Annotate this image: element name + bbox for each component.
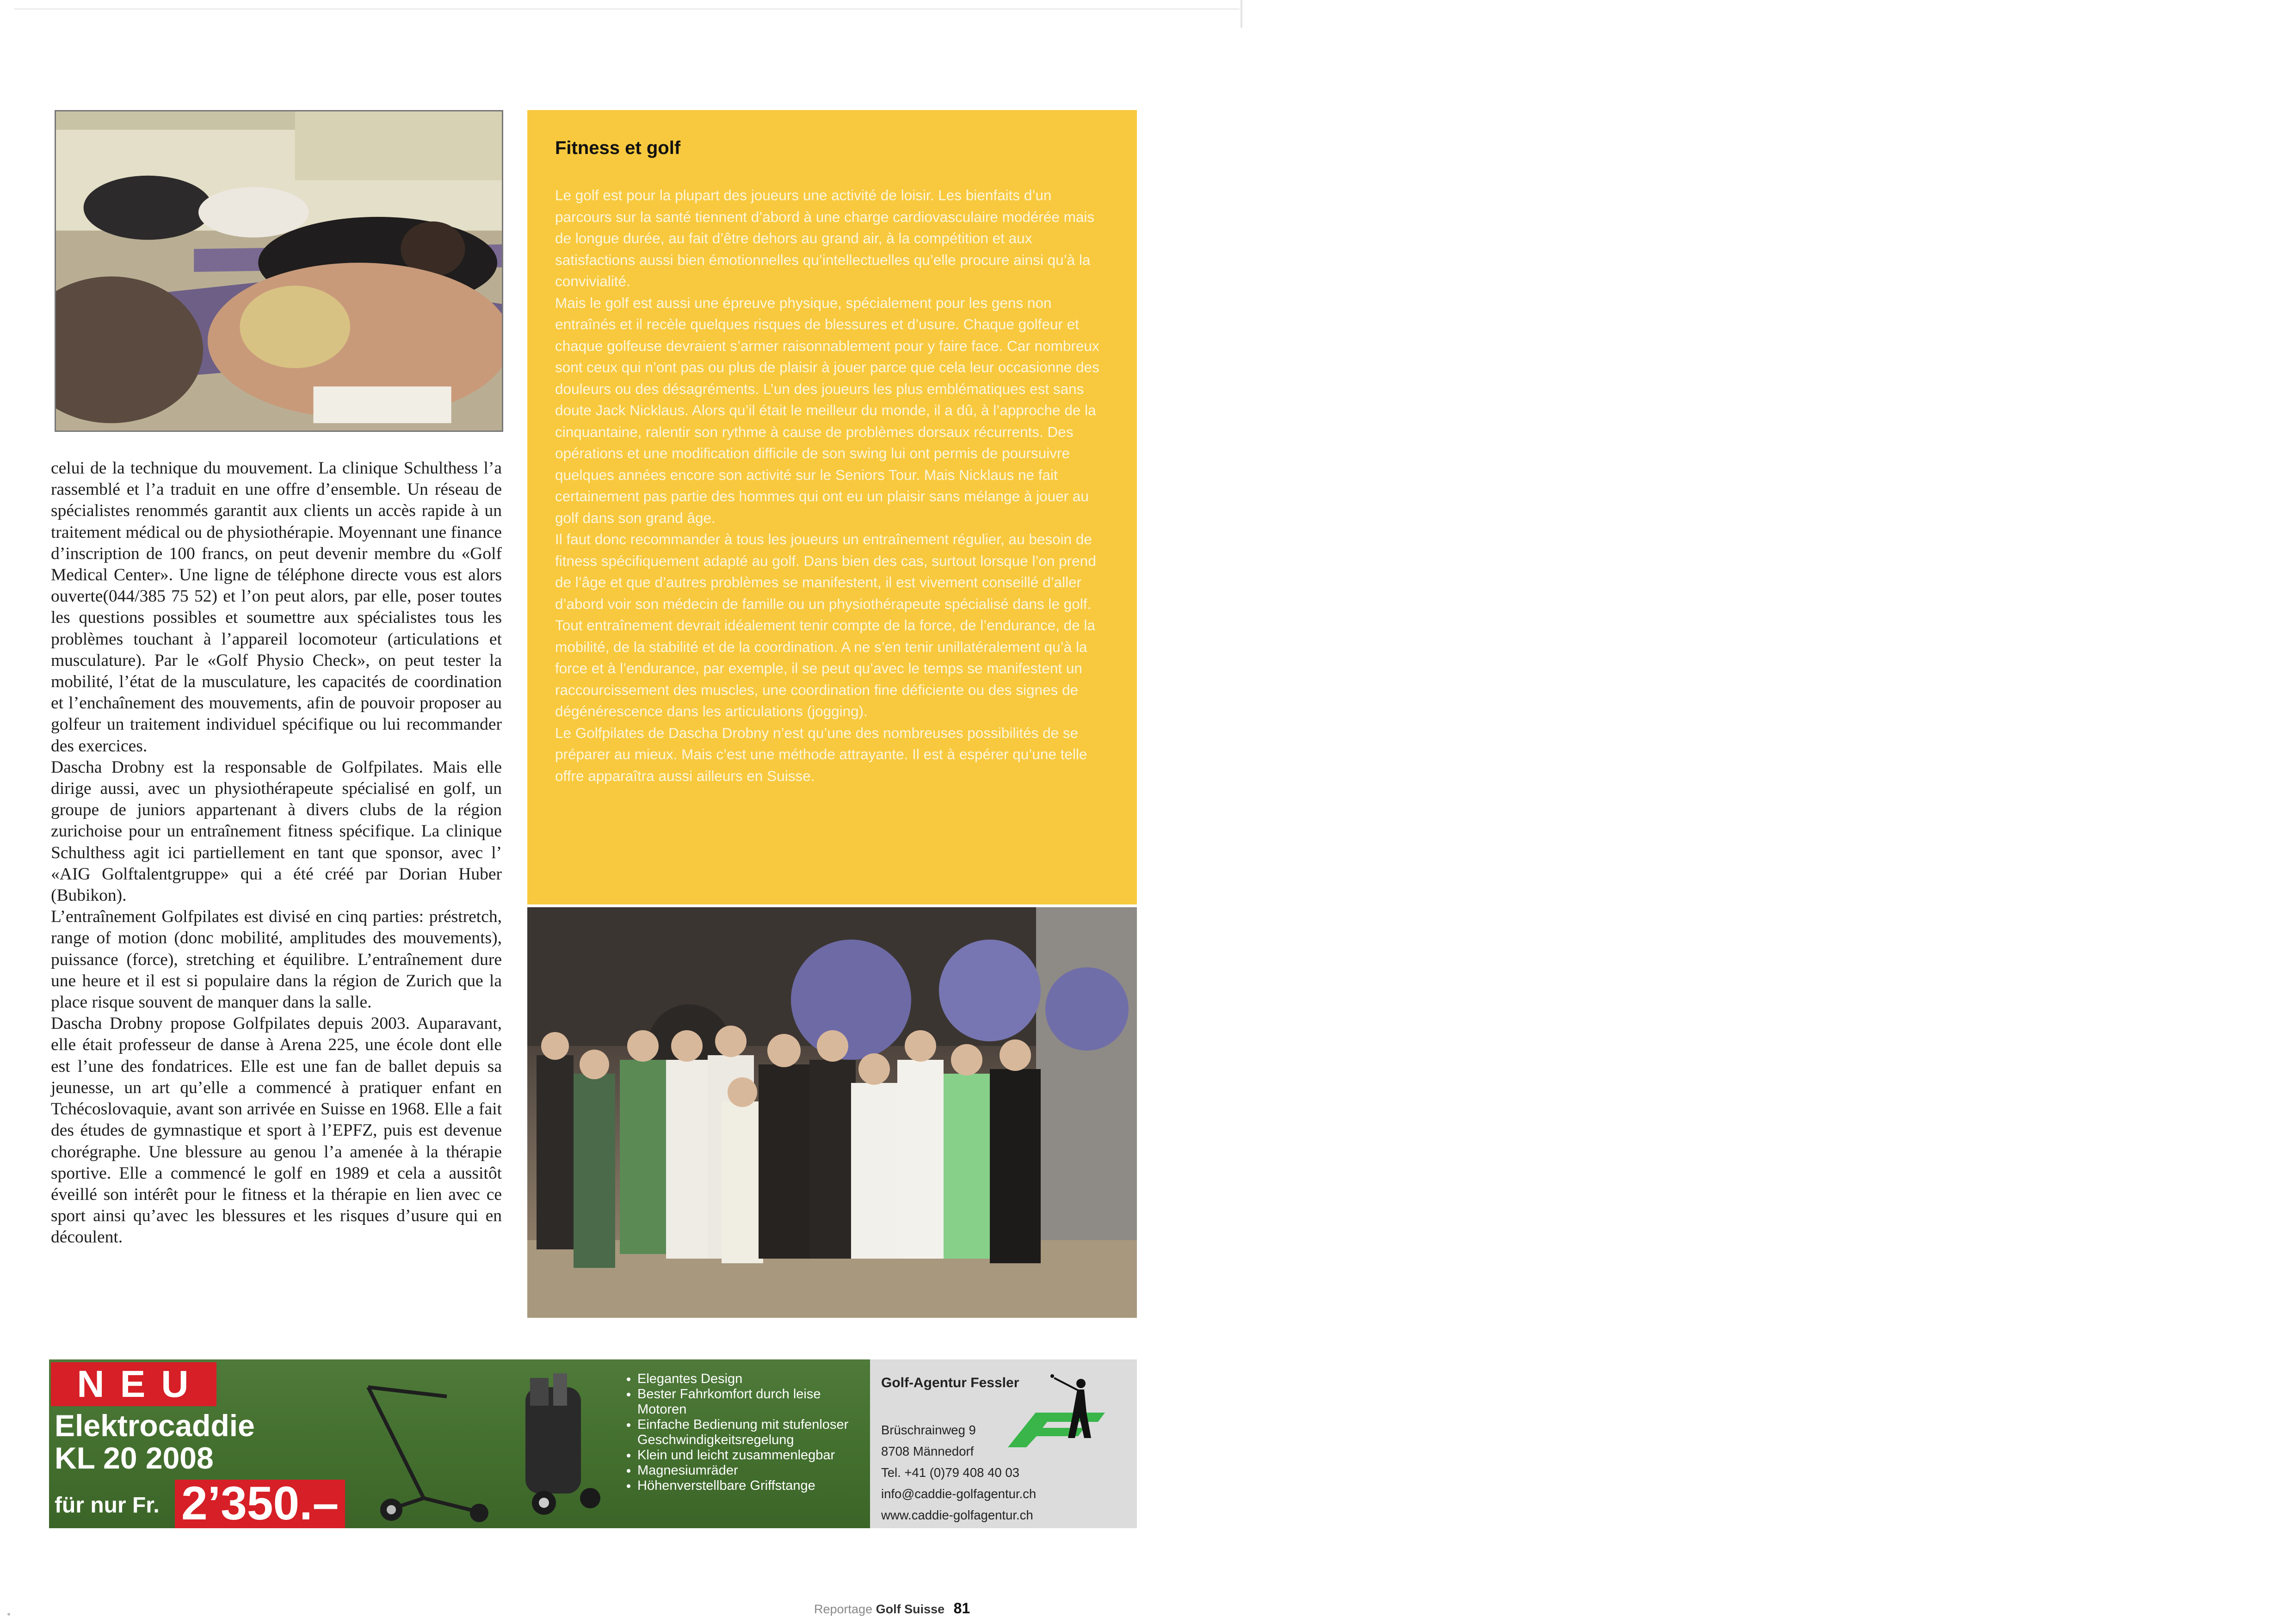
article-paragraph: L’entraînement Golfpilates est divisé en cinq parties: préstretch, range of motion (donc mobilité, amplitudes des mouvements), puissance (force), stretching et équilibre. L’entraînement dure une heure et il est si populaire dans la région de Zurich que la place risque souvent de manquer dans la salle. (51, 907, 502, 1012)
sidebar-paragraph: Mais le golf est aussi une épreuve physique, spécialement pour les gens non entraînés et il recèle quelques risques de blessures et d’usure. Chaque golfeur et chaque golfeuse devraient s’armer raisonnablement pour y faire face. Car nombreux sont ceux qui n’ont pas ou plus de plaisir à jouer parce que cela leur occasionne des douleurs ou des désagréments. L’un des joueurs les plus emblématiques est sans doute Jack Nicklaus. Alors qu’il était le meilleur du monde, il a dû, à l’approche de la cinquantaine, ralentir son rythme à cause de problèmes dorsaux récurrents. Des opérations et une modification difficile de son swing lui ont permis de poursuivre quelques années encore son activité sur le Seniors Tour. Mais Nicklaus ne fait certainement pas partie des hommes qui ont eu un plaisir sans mélange à jouer au golf dans son grand âge. (555, 294, 1099, 526)
ad-product-model: KL 20 2008 (55, 1441, 214, 1475)
ad-city: 8708 Männedorf (881, 1444, 974, 1458)
ad-feature: • Elegantes Design (637, 1371, 868, 1387)
elektrocaddie-ad (49, 1359, 1137, 1528)
ad-street: Brüschrainweg 9 (881, 1423, 976, 1437)
ad-feature: • Höhenverstellbare Griffstange (637, 1478, 868, 1494)
ad-feature-list (627, 1371, 868, 1494)
article-paragraph: Dascha Drobny propose Golfpilates depuis 2003. Auparavant, elle était professeur de danse à Arena 225, une école dont elle est l’une des fondatrices. Elle est une fan de ballet depuis sa jeunesse, un art qu’elle a commencé à pratiquer enfant en Tchécoslovaquie, avant son arrivée en Suisse en 1968. Elle a fait des études de gymnastique et sport à l’EPFZ, puis est devenue chorégraphe. Une blessure au genou l’a amenée à la thérapie sportive. Elle a commencé le golf en 1989 et cela a aussitôt éveillé son intérêt pour le fitness et la thérapie en lien avec ce sport ainsi qu’avec les blessures et les risques d’usure qui en découlent. (51, 1014, 502, 1247)
sidebar-paragraph: Le Golfpilates de Dascha Drobny n’est qu’une des nombreuses possibilités de se préparer au mieux. Mais c’est une méthode attrayante. Il est à espérer qu’une telle offre apparaîtra aussi ailleurs en Suisse. (555, 724, 1087, 784)
ad-contact-panel (870, 1359, 1137, 1528)
sidebar-paragraph: Le golf est pour la plupart des joueurs une activité de loisir. Les bienfaits d’un parcours sur la santé tiennent d’abord à une charge cardiovasculaire modérée mais de longue durée, au fait d’être dehors au grand air, à la compétition et aux satisfactions aussi bien émotionnelles qu’intellectuelles qu’elle procure ainsi qu’à la convivialité. (555, 187, 1095, 289)
scan-mark (7, 1613, 10, 1616)
ad-product-line: Elektrocaddie (55, 1408, 255, 1443)
ad-feature: • Einfache Bedienung mit stufenloser Geschwindigkeitsregelung (637, 1417, 868, 1448)
exercise-class-photo (55, 110, 503, 432)
group-photo (527, 907, 1137, 1318)
page-number: 81 (953, 1600, 970, 1617)
fitness-sidebar (527, 110, 1137, 904)
ad-feature: • Bester Fahrkomfort durch leise Motoren (637, 1387, 868, 1417)
ad-price-prefix: für nur Fr. (55, 1493, 160, 1518)
ad-feature: • Klein und leicht zusammenlegbar (637, 1448, 868, 1463)
article-paragraph: celui de la technique du mouvement. La clinique Schulthess l’a rassemblé et l’a traduit en une offre d’ensemble. Un réseau de spécialistes renommés garantit aux clients un accès rapide à un traitement médical ou de physiothérapie. Moyennant une finance d’inscription de 100 francs, on peut devenir membre du «Golf Medical Center». Une ligne de téléphone directe vous est alors ouverte(044/385 75 52) et l’on peut alors, par elle, poser toutes les questions possibles et soumettre aux spécialistes tous les problèmes touchant à l’appareil locomoteur (articulations et musculature). Par le «Golf Physio Check», on peut tester la mobilité, l’état de la musculature, les capacités de coordination et l’enchaînement des mouvements, afin de pouvoir proposer au golfeur un traitement individuel spécifique ou lui recommander des exercices. (51, 459, 502, 756)
ad-company-name: Golf-Agentur Fessler (881, 1375, 1019, 1390)
ad-phone: Tel. +41 (0)79 408 40 03 (881, 1465, 1019, 1480)
page-footer (814, 1600, 970, 1617)
footer-magazine: Golf Suisse (876, 1602, 945, 1616)
top-rule (14, 8, 1240, 10)
ad-price: 2’350.– (175, 1480, 345, 1528)
sidebar-text (555, 184, 1109, 787)
ad-email: info@caddie-golfagentur.ch (881, 1487, 1037, 1501)
page-edge-line (1241, 0, 1242, 28)
ad-website: www.caddie-golfagentur.ch (881, 1508, 1033, 1522)
ad-product-name (55, 1409, 255, 1474)
ad-address (881, 1420, 1036, 1526)
footer-section: Reportage (814, 1602, 873, 1616)
sidebar-paragraph: Il faut donc recommander à tous les joueurs un entraînement régulier, au besoin de fitness spécifiquement adapté au golf. Dans bien des cas, surtout lorsque l’on prend de l’âge et que d’autres problèmes se manifestent, il est vivement conseillé d’aller d’abord voir son médecin de famille ou un physiothérapeute spécialisé dans le golf. Tout entraînement devrait idéalement tenir compte de la force, de l’endurance, de la mobilité, de la stabilité et de la coordination. A ne s’en tenir unillatéralement qu’à la force et à l’endurance, par exemple, il se peut qu’avec le temps se manifestent un raccourcissement des muscles, une coordination fine déficiente ou des signes de dégénérescence dans les articulations (jogging). (555, 531, 1096, 719)
sidebar-title: Fitness et golf (555, 138, 681, 158)
article-body (51, 458, 502, 1318)
ad-new-badge: NEU (51, 1362, 216, 1406)
article-paragraph: Dascha Drobny est la responsable de Golfpilates. Mais elle dirige aussi, avec un physiothérapeute spécialisé en golf, un groupe de juniors appartenant à divers clubs de la région zurichoise pour un entraînement fitness spécifique. La clinique Schulthess agit ici partiellement en tant que sponsor, avec l’ «AIG Golftalentgruppe» qui a été créé par Dorian Huber (Bubikon). (51, 757, 502, 905)
ad-feature: • Magnesiumräder (637, 1463, 868, 1478)
